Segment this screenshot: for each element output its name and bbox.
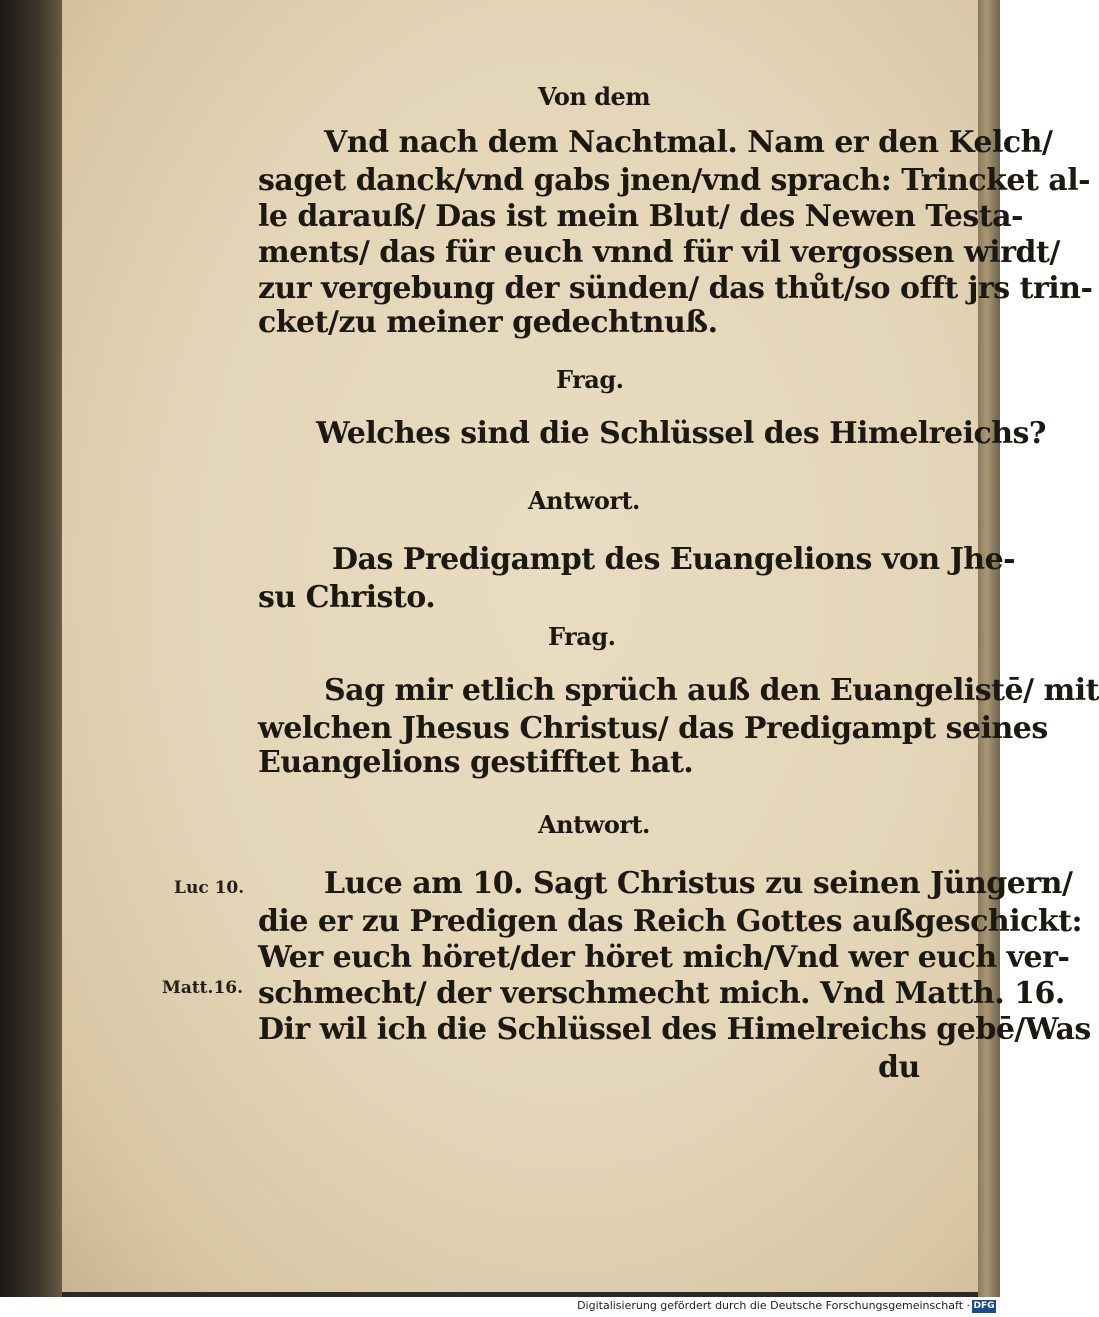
answer-line: Dir wil ich die Schlüssel des Himelreichs gebē/Was — [258, 1012, 1091, 1047]
dfg-logo: DFG — [973, 1301, 995, 1311]
text-line: le darauß/ Das ist mein Blut/ des Newen Testa- — [258, 199, 1023, 234]
text-line: cket/zu meiner gedechtnuß. — [258, 305, 718, 340]
frag-heading: Frag. — [548, 622, 616, 651]
text-line: saget danck/vnd gabs jnen/vnd sprach: Trincket al- — [258, 163, 1091, 198]
text-line: zur vergebung der sünden/ das thůt/so offt jrs trin- — [258, 271, 1093, 306]
book-page — [62, 0, 1099, 1292]
frag-heading: Frag. — [556, 365, 624, 394]
question-line: Welches sind die Schlüssel des Himelreichs? — [316, 416, 1047, 451]
antwort-heading: Antwort. — [528, 486, 640, 515]
book-spine-edge — [0, 0, 62, 1297]
marginal-note: Luc 10. — [174, 878, 245, 898]
answer-line: schmecht/ der verschmecht mich. Vnd Matth. 16. — [258, 976, 1065, 1011]
running-head: Von dem — [538, 82, 651, 111]
question-line: Sag mir etlich sprüch auß den Euangelistē/ mit — [324, 673, 1099, 708]
text-line: Vnd nach dem Nachtmal. Nam er den Kelch/ — [324, 125, 1053, 160]
question-line: welchen Jhesus Christus/ das Predigampt seines — [258, 711, 1048, 746]
antwort-heading: Antwort. — [538, 810, 650, 839]
text-line: ments/ das für euch vnnd für vil vergossen wirdt/ — [258, 235, 1060, 270]
answer-line: Luce am 10. Sagt Christus zu seinen Jüngern/ — [324, 866, 1073, 901]
answer-line: Das Predigampt des Euangelions von Jhe- — [332, 542, 1016, 577]
question-line: Euangelions gestifftet hat. — [258, 745, 694, 780]
answer-line: Wer euch höret/der höret mich/Vnd wer euch ver- — [258, 940, 1070, 975]
marginal-note: Matt.16. — [162, 978, 244, 998]
funding-credit: Digitalisierung gefördert durch die Deutsche Forschungsgemeinschaft · — [577, 1299, 970, 1312]
catchword: du — [878, 1050, 920, 1085]
answer-line: su Christo. — [258, 580, 436, 615]
answer-line: die er zu Predigen das Reich Gottes außgeschickt: — [258, 904, 1083, 939]
footer-bar — [0, 1297, 1000, 1317]
